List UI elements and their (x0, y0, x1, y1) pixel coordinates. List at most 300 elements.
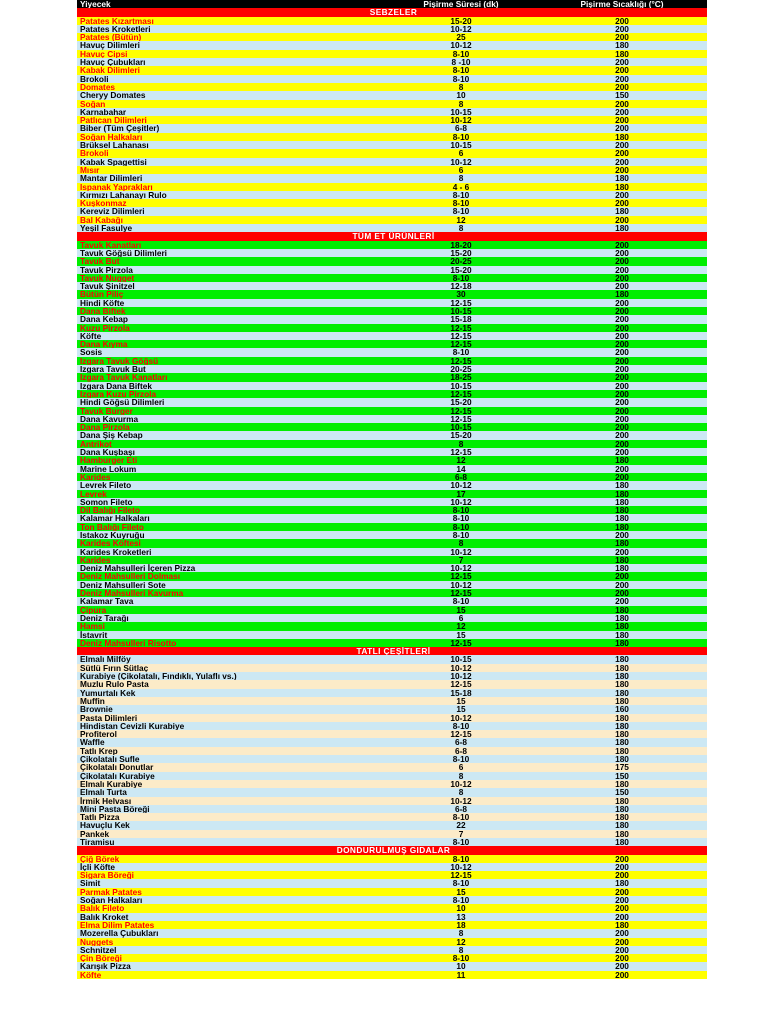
cooking-temperature: 200 (537, 929, 707, 937)
cooking-time: 6 (385, 166, 537, 174)
food-name: Çikolatalı Sufle (77, 755, 385, 763)
table-row (77, 606, 707, 614)
food-name: Hindistan Cevizli Kurabiye (77, 722, 385, 730)
header-cooking-temperature: Pişirme Sıcaklığı (°C) (537, 0, 707, 8)
food-name: Mozerella Çubukları (77, 929, 385, 937)
table-row (77, 921, 707, 929)
cooking-temperature: 180 (537, 174, 707, 182)
cooking-temperature: 180 (537, 183, 707, 191)
cooking-temperature: 180 (537, 622, 707, 630)
food-name: Brokoli (77, 149, 385, 157)
table-row (77, 589, 707, 597)
table-row (77, 315, 707, 323)
cooking-time: 8-10 (385, 855, 537, 863)
cooking-temperature: 180 (537, 747, 707, 755)
food-name: Kırmızı Lahanayı Rulo (77, 191, 385, 199)
cooking-time: 8-10 (385, 531, 537, 539)
food-name: Dana Şiş Kebap (77, 431, 385, 439)
cooking-time: 8-10 (385, 813, 537, 821)
cooking-time: 18-25 (385, 373, 537, 381)
cooking-time: 8 (385, 539, 537, 547)
table-row (77, 423, 707, 431)
cooking-temperature: 200 (537, 75, 707, 83)
cooking-temperature: 200 (537, 548, 707, 556)
cooking-temperature: 180 (537, 456, 707, 464)
cooking-time: 8-10 (385, 838, 537, 846)
cooking-time: 8-10 (385, 597, 537, 605)
table-row (77, 158, 707, 166)
table-row (77, 348, 707, 356)
cooking-temperature: 180 (537, 664, 707, 672)
cooking-time: 8 (385, 772, 537, 780)
cooking-time: 20-25 (385, 257, 537, 265)
food-name: Hamsi (77, 622, 385, 630)
food-name: Tavuk Pirzola (77, 266, 385, 274)
cooking-time: 10-12 (385, 581, 537, 589)
table-row (77, 340, 707, 348)
table-row (77, 838, 707, 846)
cooking-temperature: 180 (537, 506, 707, 514)
food-name: Sütlü Fırın Sütlaç (77, 664, 385, 672)
cooking-time: 15-20 (385, 431, 537, 439)
cooking-time: 12-15 (385, 415, 537, 423)
table-row (77, 863, 707, 871)
cooking-time: 25 (385, 33, 537, 41)
table-row (77, 216, 707, 224)
cooking-time: 10-12 (385, 158, 537, 166)
table-row (77, 805, 707, 813)
cooking-temperature: 180 (537, 672, 707, 680)
table-row (77, 523, 707, 531)
food-name: Pankek (77, 830, 385, 838)
cooking-temperature: 180 (537, 481, 707, 489)
cooking-time: 6 (385, 149, 537, 157)
cooking-temperature: 200 (537, 100, 707, 108)
cooking-temperature: 180 (537, 830, 707, 838)
cooking-temperature: 180 (537, 821, 707, 829)
table-row (77, 929, 707, 937)
cooking-temperature: 200 (537, 938, 707, 946)
food-name: Ton Balığı Fileto (77, 523, 385, 531)
food-name: Ispanak Yaprakları (77, 183, 385, 191)
cooking-temperature: 200 (537, 962, 707, 970)
cooking-temperature: 200 (537, 589, 707, 597)
food-name: Muzlu Rulo Pasta (77, 680, 385, 688)
cooking-temperature: 200 (537, 431, 707, 439)
food-name: Yumurtalı Kek (77, 689, 385, 697)
section-title: TATLI ÇEŞİTLERİ (77, 647, 707, 655)
food-name: Elmalı Turta (77, 788, 385, 796)
food-name: Soğan Halkaları (77, 133, 385, 141)
cooking-time: 8-10 (385, 207, 537, 215)
cooking-temperature: 180 (537, 556, 707, 564)
food-name: Cheryy Domates (77, 91, 385, 99)
cooking-time: 12 (385, 216, 537, 224)
cooking-temperature: 200 (537, 407, 707, 415)
food-name: Dana Kavurma (77, 415, 385, 423)
table-row (77, 108, 707, 116)
cooking-time: 6 (385, 763, 537, 771)
cooking-temperature: 180 (537, 797, 707, 805)
food-name: Mantar Dilimleri (77, 174, 385, 182)
table-row (77, 639, 707, 647)
table-row (77, 780, 707, 788)
cooking-time: 8-10 (385, 50, 537, 58)
table-row (77, 772, 707, 780)
cooking-temperature: 200 (537, 904, 707, 912)
cooking-time: 12-15 (385, 324, 537, 332)
cooking-temperature: 200 (537, 116, 707, 124)
food-name: Parmak Patates (77, 888, 385, 896)
food-name: İçli Köfte (77, 863, 385, 871)
cooking-time: 6-8 (385, 738, 537, 746)
cooking-temperature: 200 (537, 17, 707, 25)
cooking-time: 8-10 (385, 66, 537, 74)
table-row (77, 365, 707, 373)
cooking-temperature: 200 (537, 249, 707, 257)
table-row (77, 913, 707, 921)
cooking-temperature: 200 (537, 332, 707, 340)
food-name: Dana Kebap (77, 315, 385, 323)
table-row (77, 855, 707, 863)
cooking-time: 8-10 (385, 514, 537, 522)
cooking-time: 10-15 (385, 307, 537, 315)
food-name: Pasta Dilimleri (77, 714, 385, 722)
food-name: Hindi Göğsü Dilimleri (77, 398, 385, 406)
cooking-time: 12-15 (385, 357, 537, 365)
table-row (77, 954, 707, 962)
food-name: Deniz Tarağı (77, 614, 385, 622)
cooking-time: 10-12 (385, 481, 537, 489)
cooking-temperature: 200 (537, 390, 707, 398)
food-name: Tatlı Krep (77, 747, 385, 755)
cooking-temperature: 200 (537, 307, 707, 315)
cooking-temperature: 180 (537, 780, 707, 788)
cooking-temperature: 200 (537, 58, 707, 66)
cooking-time: 10-15 (385, 423, 537, 431)
table-row (77, 597, 707, 605)
table-row (77, 631, 707, 639)
food-name: Istakoz Kuyruğu (77, 531, 385, 539)
food-name: Kereviz Dilimleri (77, 207, 385, 215)
cooking-temperature: 200 (537, 888, 707, 896)
table-row (77, 83, 707, 91)
cooking-temperature: 180 (537, 805, 707, 813)
food-name: Brüksel Lahanası (77, 141, 385, 149)
cooking-time: 12-15 (385, 340, 537, 348)
cooking-temperature: 200 (537, 398, 707, 406)
cooking-temperature: 180 (537, 730, 707, 738)
food-name: Deniz Mahsulleri Kavurma (77, 589, 385, 597)
food-name: Dana Kuşbaşı (77, 448, 385, 456)
cooking-time: 8-10 (385, 879, 537, 887)
cooking-time: 10-12 (385, 714, 537, 722)
food-name: Elma Dilim Patates (77, 921, 385, 929)
table-row (77, 149, 707, 157)
table-row (77, 382, 707, 390)
food-name: Kalamar Halkaları (77, 514, 385, 522)
cooking-time: 12-15 (385, 572, 537, 580)
table-row (77, 440, 707, 448)
cooking-temperature: 175 (537, 763, 707, 771)
food-name: Marine Lokum (77, 465, 385, 473)
cooking-time: 10-12 (385, 564, 537, 572)
cooking-temperature: 200 (537, 382, 707, 390)
cooking-temperature: 180 (537, 207, 707, 215)
table-row (77, 896, 707, 904)
food-name: Izgara Dana Biftek (77, 382, 385, 390)
food-name: Kuşkonmaz (77, 199, 385, 207)
table-row (77, 41, 707, 49)
cooking-time: 10-12 (385, 780, 537, 788)
table-row (77, 904, 707, 912)
table-row (77, 705, 707, 713)
cooking-time: 15 (385, 888, 537, 896)
cooking-time: 6-8 (385, 124, 537, 132)
food-name: Muffin (77, 697, 385, 705)
table-row (77, 481, 707, 489)
cooking-temperature: 200 (537, 373, 707, 381)
cooking-temperature: 200 (537, 863, 707, 871)
cooking-temperature: 200 (537, 855, 707, 863)
table-row (77, 199, 707, 207)
food-name: Elmalı Milföy (77, 655, 385, 663)
food-name: Izgara Kuzu Pirzola (77, 390, 385, 398)
cooking-time: 10-15 (385, 382, 537, 390)
cooking-time: 8-10 (385, 75, 537, 83)
table-row (77, 971, 707, 979)
cooking-temperature: 200 (537, 531, 707, 539)
cooking-temperature: 200 (537, 896, 707, 904)
food-name: Dil Balığı Fileto (77, 506, 385, 514)
table-row (77, 33, 707, 41)
table-row (77, 747, 707, 755)
cooking-time: 13 (385, 913, 537, 921)
food-name: Deniz Mahsulleri İçeren Pizza (77, 564, 385, 572)
cooking-time: 8 (385, 100, 537, 108)
cooking-time: 6-8 (385, 747, 537, 755)
cooking-time: 10-12 (385, 797, 537, 805)
food-name: Kuzu Pirzola (77, 324, 385, 332)
cooking-time: 12-15 (385, 871, 537, 879)
cooking-temperature: 200 (537, 33, 707, 41)
food-name: Kalamar Tava (77, 597, 385, 605)
table-row (77, 556, 707, 564)
food-name: Bütün Piliç (77, 290, 385, 298)
cooking-time: 10-15 (385, 655, 537, 663)
table-row (77, 50, 707, 58)
food-name: Waffle (77, 738, 385, 746)
cooking-temperature: 200 (537, 913, 707, 921)
cooking-temperature: 180 (537, 631, 707, 639)
cooking-time: 8-10 (385, 523, 537, 531)
table-row (77, 813, 707, 821)
cooking-time: 8-10 (385, 199, 537, 207)
table-row (77, 141, 707, 149)
food-name: Nuggets (77, 938, 385, 946)
table-row (77, 680, 707, 688)
cooking-temperature: 180 (537, 606, 707, 614)
cooking-temperature: 180 (537, 738, 707, 746)
cooking-temperature: 180 (537, 290, 707, 298)
cooking-temperature: 200 (537, 216, 707, 224)
cooking-temperature: 200 (537, 954, 707, 962)
section-header (77, 8, 707, 16)
table-row (77, 390, 707, 398)
cooking-time: 14 (385, 465, 537, 473)
food-name: Levrek Fileto (77, 481, 385, 489)
food-name: Soğan Halkaları (77, 896, 385, 904)
cooking-time: 8 (385, 83, 537, 91)
section-title: TÜM ET ÜRÜNLERİ (77, 232, 707, 240)
section-title: SEBZELER (77, 8, 707, 16)
table-row (77, 572, 707, 580)
cooking-temperature: 200 (537, 266, 707, 274)
cooking-time: 8 (385, 946, 537, 954)
cooking-temperature: 200 (537, 141, 707, 149)
cooking-time: 8-10 (385, 133, 537, 141)
cooking-temperature: 180 (537, 680, 707, 688)
table-row (77, 448, 707, 456)
food-name: Domates (77, 83, 385, 91)
cooking-temperature: 180 (537, 523, 707, 531)
cooking-temperature: 200 (537, 971, 707, 979)
cooking-temperature: 200 (537, 415, 707, 423)
cooking-temperature: 150 (537, 772, 707, 780)
cooking-time: 15 (385, 697, 537, 705)
table-row (77, 946, 707, 954)
table-row (77, 191, 707, 199)
table-row (77, 332, 707, 340)
cooking-time: 18 (385, 921, 537, 929)
cooking-time: 15-20 (385, 266, 537, 274)
cooking-time: 8 (385, 788, 537, 796)
food-name: Hamburger Eti (77, 456, 385, 464)
cooking-time: 12-15 (385, 299, 537, 307)
food-name: Deniz Mahsulleri Dolması (77, 572, 385, 580)
cooking-time: 8-10 (385, 506, 537, 514)
cooking-time: 15-20 (385, 398, 537, 406)
food-name: Tavuk Burger (77, 407, 385, 415)
food-name: Patates Kroketleri (77, 25, 385, 33)
table-row (77, 655, 707, 663)
food-name: Deniz Mahsulleri Sote (77, 581, 385, 589)
cooking-temperature: 200 (537, 66, 707, 74)
table-row (77, 25, 707, 33)
table-row (77, 116, 707, 124)
food-name: Havuçlu Kek (77, 821, 385, 829)
cooking-temperature: 180 (537, 133, 707, 141)
cooking-temperature: 180 (537, 879, 707, 887)
cooking-time: 15-20 (385, 17, 537, 25)
table-row (77, 373, 707, 381)
cooking-time: 10-12 (385, 664, 537, 672)
cooking-temperature: 200 (537, 572, 707, 580)
table-row (77, 664, 707, 672)
cooking-temperature: 200 (537, 324, 707, 332)
table-row (77, 307, 707, 315)
food-name: Balık Kroket (77, 913, 385, 921)
cooking-temperature: 160 (537, 705, 707, 713)
cooking-temperature: 200 (537, 423, 707, 431)
table-row (77, 183, 707, 191)
cooking-temperature: 200 (537, 191, 707, 199)
food-name: Balık Fileto (77, 904, 385, 912)
cooking-temperature: 200 (537, 340, 707, 348)
food-name: Schnitzel (77, 946, 385, 954)
food-name: İstavrit (77, 631, 385, 639)
table-row (77, 797, 707, 805)
header-food: Yiyecek (77, 0, 385, 8)
section-title: DONDURULMUŞ GIDALAR (77, 846, 707, 854)
cooking-time: 10-12 (385, 672, 537, 680)
table-row (77, 100, 707, 108)
cooking-time: 8-10 (385, 274, 537, 282)
cooking-time: 6-8 (385, 805, 537, 813)
section-header (77, 647, 707, 655)
cooking-time: 12-15 (385, 639, 537, 647)
food-name: Soğan (77, 100, 385, 108)
food-name: Izgara Tavuk But (77, 365, 385, 373)
table-row (77, 763, 707, 771)
table-row (77, 17, 707, 25)
cooking-time: 10-12 (385, 548, 537, 556)
cooking-temperature: 180 (537, 714, 707, 722)
table-body (77, 0, 707, 979)
table-row (77, 282, 707, 290)
table-row (77, 257, 707, 265)
food-name: Tatlı Pizza (77, 813, 385, 821)
cooking-time: 10-12 (385, 25, 537, 33)
food-name: Brokoli (77, 75, 385, 83)
food-name: Dana Kıyma (77, 340, 385, 348)
cooking-temperature: 200 (537, 166, 707, 174)
food-name: Sigara Böreği (77, 871, 385, 879)
cooking-table (77, 0, 707, 979)
cooking-temperature: 200 (537, 108, 707, 116)
cooking-temperature: 200 (537, 274, 707, 282)
food-name: Izgara Tavuk Göğsü (77, 357, 385, 365)
cooking-temperature: 150 (537, 788, 707, 796)
food-name: Havuç Dilimleri (77, 41, 385, 49)
cooking-time: 7 (385, 556, 537, 564)
food-name: Çikolatalı Donutlar (77, 763, 385, 771)
cooking-temperature: 200 (537, 299, 707, 307)
table-row (77, 871, 707, 879)
cooking-time: 12-15 (385, 448, 537, 456)
cooking-temperature: 200 (537, 282, 707, 290)
cooking-temperature: 150 (537, 91, 707, 99)
table-row (77, 539, 707, 547)
food-name: Tavuk Nugget (77, 274, 385, 282)
food-name: Izgara Tavuk Kanatları (77, 373, 385, 381)
cooking-temperature: 200 (537, 440, 707, 448)
cooking-temperature: 200 (537, 158, 707, 166)
cooking-time: 15-18 (385, 689, 537, 697)
table-row (77, 207, 707, 215)
table-row (77, 879, 707, 887)
cooking-temperature: 180 (537, 689, 707, 697)
food-name: Havuç Cipsi (77, 50, 385, 58)
cooking-time: 30 (385, 290, 537, 298)
food-name: Bal Kabağı (77, 216, 385, 224)
table-row (77, 431, 707, 439)
cooking-temperature: 200 (537, 124, 707, 132)
cooking-time: 10 (385, 904, 537, 912)
table-row (77, 722, 707, 730)
cooking-temperature: 200 (537, 365, 707, 373)
table-row (77, 498, 707, 506)
